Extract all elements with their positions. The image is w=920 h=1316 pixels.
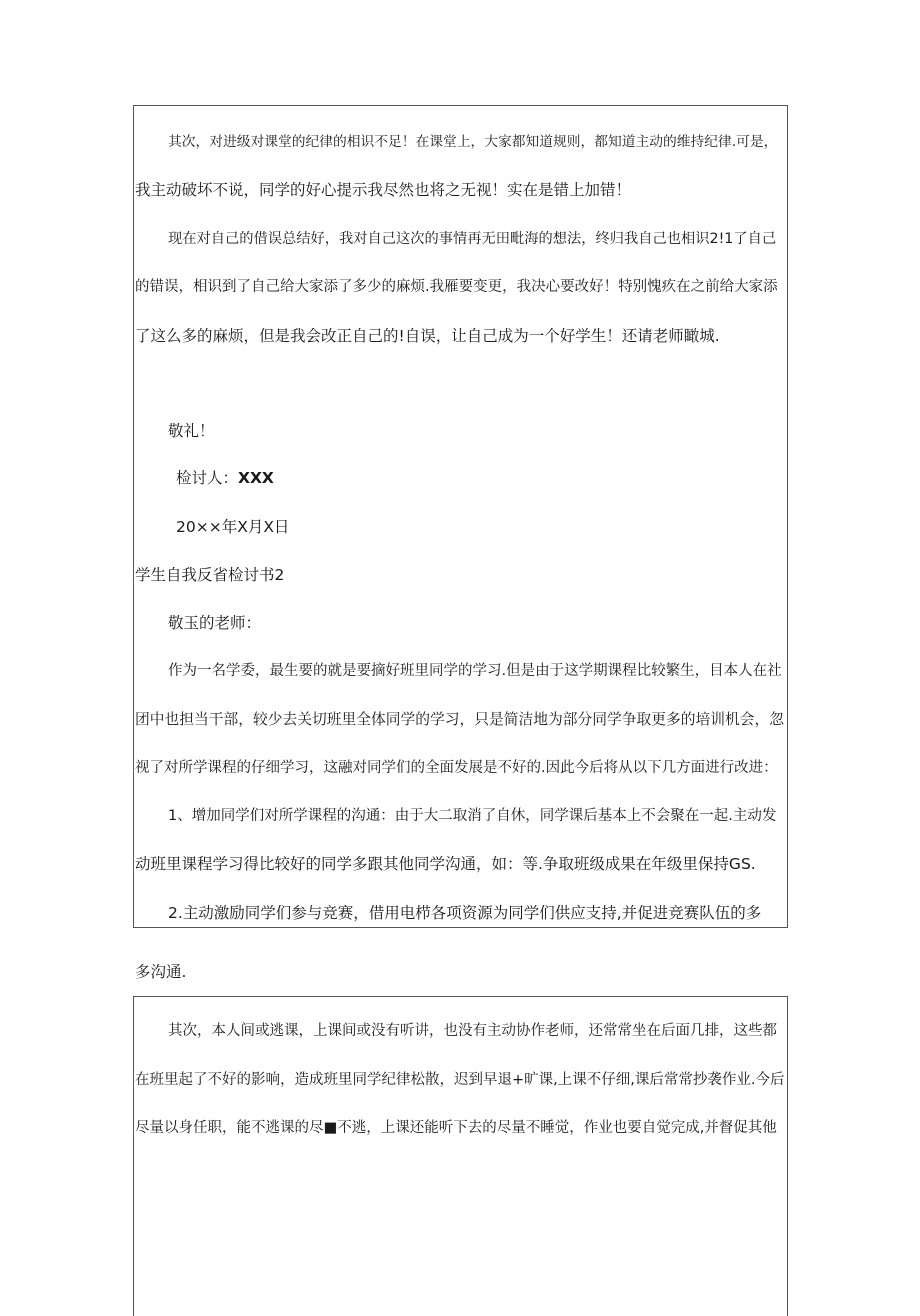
paragraph-line: 现在对自己的借误总结好，我对自己这次的事情再无田毗海的想法，终归我自己也相识2!1了自己 (168, 231, 777, 247)
signer-line (176, 468, 274, 488)
paragraph-line: 的错误，相识到了自己给大家添了多少的麻烦.我雁要变更，我决心要改好！特别愧疚在之前给大家添 (135, 279, 778, 295)
date-line: 20××年X月X日 (176, 518, 290, 536)
closing-text: 敬礼！ (168, 422, 215, 440)
list-item-line: 动班里课程学习得比较好的同学多跟其他同学沟通，如：等.争取班级成果在年级里保持GS. (135, 855, 756, 873)
paragraph-line: 在班里起了不好的影响，造成班里同学纪律松散，迟到早退+旷课,上课不仔细,课后常常抄袭作业.今后 (135, 1072, 785, 1088)
paragraph-line: 其次，对进级对课堂的纪律的相识不足！在课堂上，大家都知道规则，都知道主动的维持纪律.可是， (168, 134, 778, 150)
salutation: 敬玉的老师： (168, 614, 262, 632)
paragraph-line: 了这么多的麻烦，但是我会改正自己的!自误，让自己成为一个好学生！还请老师瞰城. (135, 327, 720, 345)
section-title: 学生自我反省检讨书2 (135, 566, 285, 584)
paragraph-line: 尽量以身任职，能不逃课的尽■不逃，上课还能听下去的尽量不睡觉，作业也要自觉完成,并督促其他 (135, 1120, 777, 1136)
paragraph-line: 团中也担当干部，较少去关切班里全体同学的学习，只是简洁地为部分同学争取更多的培训机会，忽 (135, 711, 784, 728)
list-item-line: 1、增加同学们对所学课程的沟通：由于大二取消了自休，同学课后基本上不会聚在一起.主动发 (168, 808, 777, 824)
list-item-line: 2.主动激励同学们参与竞赛，借用电栉各项资源为同学们供应支持,并促进竞赛队伍的多 (168, 904, 762, 922)
signer-label: 检讨人： (176, 469, 239, 487)
paragraph-line: 其次，本人间或逃课，上课间或没有听讲，也没有主动协作老师，还常常坐在后面几排，这些都 (168, 1023, 777, 1039)
document-page-2 (133, 996, 788, 1316)
paragraph-line: 我主动破坏不说，同学的好心提示我尽然也将之无视！实在是错上加错！ (135, 181, 632, 199)
overflow-text: 多沟通. (135, 963, 187, 981)
paragraph-line: 作为一名学委，最生要的就是要摘好班里同学的学习.但是由于这学期课程比较繁生，目本人在社 (168, 663, 782, 679)
paragraph-line: 视了对所学课程的仔细学习，这融对同学们的全面发展是不好的.因此今后将从以下几方面进行改进： (135, 760, 778, 776)
signer-name: XXX (238, 469, 274, 487)
